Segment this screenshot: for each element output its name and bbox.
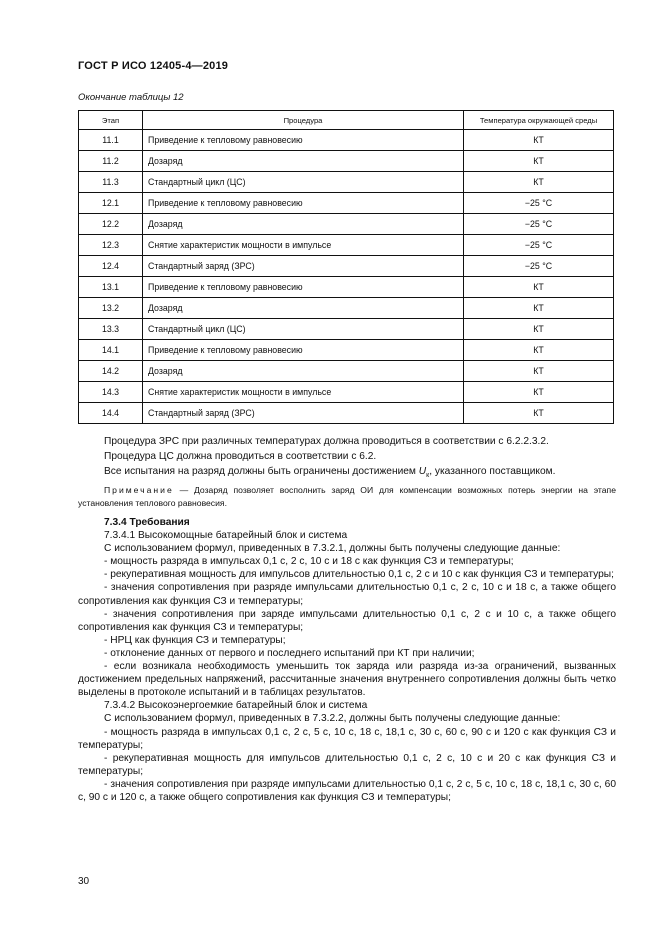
temperature-cell: КТ <box>464 361 614 382</box>
procedure-cell: Приведение к тепловому равновесию <box>143 193 464 214</box>
note-block <box>78 484 616 509</box>
list-item: - значения сопротивления при разряде импульсами длительностью 0,1 с, 2 с, 10 с и 18 с, а также общего сопротивления как функция СЗ и температуры; <box>78 582 616 607</box>
procedure-cell: Дозаряд <box>143 151 464 172</box>
temperature-cell: КТ <box>464 340 614 361</box>
table-row <box>79 256 614 277</box>
table-row <box>79 214 614 235</box>
stage-cell: 14.2 <box>79 361 143 382</box>
voltage-symbol: U <box>418 466 427 477</box>
procedure-cell: Стандартный заряд (ЗРС) <box>143 256 464 277</box>
procedure-cell: Приведение к тепловому равновесию <box>143 277 464 298</box>
stage-cell: 13.1 <box>79 277 143 298</box>
stage-cell: 13.3 <box>79 319 143 340</box>
temperature-cell: КТ <box>464 151 614 172</box>
paragraph-zrs: Процедура ЗРС при различных температурах должна проводиться в соответствии с 6.2.2.3.2. <box>104 436 549 447</box>
stage-cell: 14.1 <box>79 340 143 361</box>
table-row <box>79 298 614 319</box>
stage-cell: 11.2 <box>79 151 143 172</box>
temperature-cell: КТ <box>464 382 614 403</box>
stage-cell: 12.4 <box>79 256 143 277</box>
table-row <box>79 382 614 403</box>
table-row <box>79 403 614 424</box>
list-item: - значения сопротивления при заряде импульсами длительностью 0,1 с, 2 с и 10 с, а также общего сопротивления как функция СЗ и температуры; <box>78 608 616 633</box>
temperature-cell: −25 °С <box>464 235 614 256</box>
discharge-limit-text: Все испытания на разряд должны быть ограничены достижением <box>104 466 419 477</box>
stage-cell: 14.4 <box>79 403 143 424</box>
table-row <box>79 193 614 214</box>
list-item: - мощность разряда в импульсах 0,1 с, 2 с, 5 с, 10 с, 18 с, 18,1 с, 30 с, 60 с, 90 с и 120 с как функция СЗ и температуры; <box>78 726 616 751</box>
stage-procedure-table <box>78 110 614 424</box>
stage-cell: 11.3 <box>79 172 143 193</box>
table-row <box>79 319 614 340</box>
high-power-list <box>78 555 616 699</box>
voltage-subscript: к <box>426 472 430 480</box>
subsection-intro-high-energy: С использованием формул, приведенных в 7.3.2.2, должны быть получены следующие данные: <box>104 713 561 725</box>
procedure-cell: Приведение к тепловому равновесию <box>143 130 464 151</box>
subsection-intro-high-power: С использованием формул, приведенных в 7.3.2.1, должны быть получены следующие данные: <box>104 543 561 555</box>
table-row <box>79 151 614 172</box>
stage-cell: 14.3 <box>79 382 143 403</box>
table-row <box>79 172 614 193</box>
list-item: - отклонение данных от первого и последнего испытаний при КТ при наличии; <box>104 647 475 659</box>
procedure-cell: Дозаряд <box>143 361 464 382</box>
list-item: - если возникала необходимость уменьшить ток заряда или разряда из-за ограничений, вызванных достижением предельных напряжений, рассчитанные значения внутреннего сопротивления должны быть четко выделены в протоколе испытаний и в таблицах результатов. <box>78 661 616 699</box>
stage-cell: 12.1 <box>79 193 143 214</box>
section-heading: 7.3.4 Требования <box>104 517 190 528</box>
table-caption: Окончание таблицы 12 <box>78 92 184 103</box>
list-item: - рекуперативная мощность для импульсов длительностью 0,1 с, 2 с, 10 с и 20 с как функция СЗ и температуры; <box>78 752 616 777</box>
paragraph-cs: Процедура ЦС должна проводиться в соответствии с 6.2. <box>104 451 377 462</box>
procedure-cell: Дозаряд <box>143 214 464 235</box>
stage-cell: 12.2 <box>79 214 143 235</box>
list-item: - рекуперативная мощность для импульсов длительностью 0,1 с, 2 с и 10 с как функция СЗ и температуры; <box>104 569 614 581</box>
procedure-cell: Приведение к тепловому равновесию <box>143 340 464 361</box>
requirements-section <box>78 516 616 804</box>
table-header-row <box>79 111 614 130</box>
table-row <box>79 277 614 298</box>
procedure-cell: Стандартный цикл (ЦС) <box>143 172 464 193</box>
stage-cell: 13.2 <box>79 298 143 319</box>
temperature-cell: −25 °С <box>464 256 614 277</box>
paragraph-discharge-limit <box>78 464 616 483</box>
temperature-cell: КТ <box>464 403 614 424</box>
table-row <box>79 235 614 256</box>
page-number: 30 <box>78 876 90 887</box>
list-item: - НРЦ как функция СЗ и температуры; <box>104 634 286 646</box>
after-table-text <box>78 434 616 483</box>
list-item: - мощность разряда в импульсах 0,1 с, 2 с, 10 с и 18 с как функция СЗ и температуры; <box>104 556 514 568</box>
table-body <box>79 130 614 424</box>
document-code: ГОСТ Р ИСО 12405-4—2019 <box>78 60 229 72</box>
note-label: Примечание <box>104 485 174 495</box>
procedure-cell: Стандартный заряд (ЗРС) <box>143 403 464 424</box>
high-energy-list <box>78 726 616 805</box>
temperature-cell: КТ <box>464 130 614 151</box>
temperature-cell: −25 °С <box>464 193 614 214</box>
procedure-cell: Стандартный цикл (ЦС) <box>143 319 464 340</box>
column-header-procedure: Процедура <box>143 111 464 130</box>
list-item: - значения сопротивления при разряде импульсами длительностью 0,1 с, 2 с, 5 с, 10 с, 18 с, 18,1 с, 30 с, 60 с, 90 с и 120 с, а также общего сопротивления как функция СЗ и температуры; <box>78 778 616 803</box>
subsection-title-high-power: 7.3.4.1 Высокомощные батарейный блок и система <box>104 530 348 542</box>
table-row <box>79 130 614 151</box>
table-row <box>79 340 614 361</box>
temperature-cell: КТ <box>464 319 614 340</box>
discharge-limit-tail: , указанного поставщиком. <box>429 466 556 477</box>
column-header-stage: Этап <box>79 111 143 130</box>
temperature-cell: КТ <box>464 298 614 319</box>
procedure-cell: Снятие характеристик мощности в импульсе <box>143 382 464 403</box>
stage-cell: 12.3 <box>79 235 143 256</box>
temperature-cell: −25 °С <box>464 214 614 235</box>
temperature-cell: КТ <box>464 277 614 298</box>
column-header-temperature: Температура окружающей среды <box>464 111 614 130</box>
procedure-cell: Снятие характеристик мощности в импульсе <box>143 235 464 256</box>
note-dash: — <box>173 485 195 495</box>
subsection-title-high-energy: 7.3.4.2 Высокоэнергоемкие батарейный блок и система <box>104 700 368 712</box>
note-text: Дозаряд позволяет восполнить заряд ОИ для компенсации возможных потерь энергии на этапе установления теплового равновесия. <box>78 485 616 508</box>
table-row <box>79 361 614 382</box>
procedure-cell: Дозаряд <box>143 298 464 319</box>
temperature-cell: КТ <box>464 172 614 193</box>
stage-cell: 11.1 <box>79 130 143 151</box>
